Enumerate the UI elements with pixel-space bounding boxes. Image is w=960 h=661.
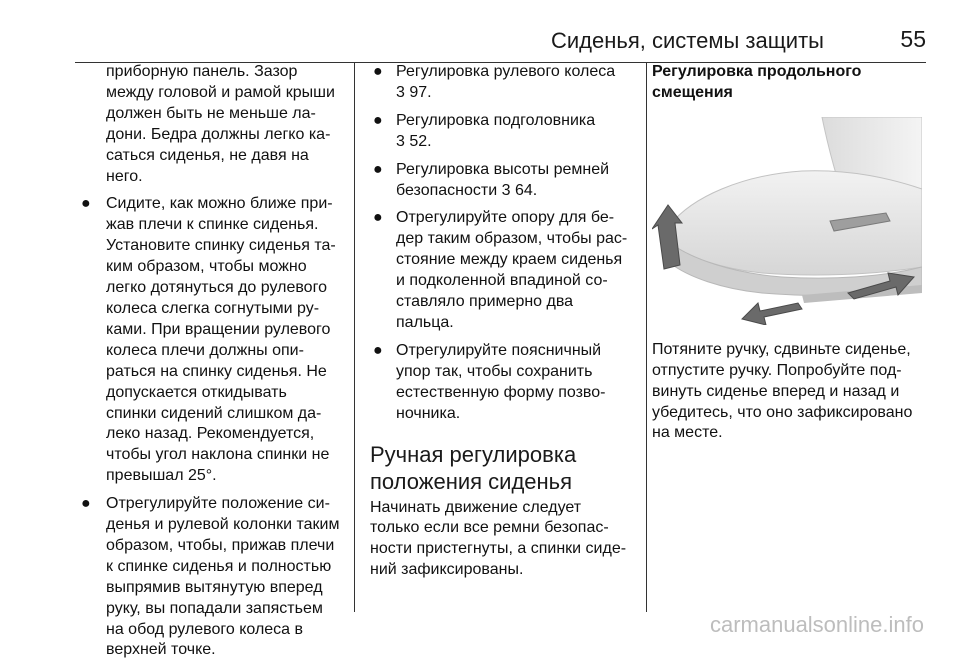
arrow-backward-icon xyxy=(742,303,802,325)
list-item: ● Отрегулируйте поясничный упор так, чтобы сохранить естественную форму позво- ночника. xyxy=(373,341,606,422)
list-item: ● Регулировка рулевого колеса 3 97. xyxy=(370,62,634,104)
column-3 xyxy=(652,62,928,444)
bullet-icon: ● xyxy=(373,341,383,359)
figure-caption: Потяните ручку, сдвиньте сиденье, отпустите ручку. Попробуйте под- винуть сиденье вперед и назад и убедитесь, что оно зафиксировано на месте. xyxy=(652,340,913,442)
page-number: 55 xyxy=(900,26,926,52)
column-2 xyxy=(370,62,634,581)
seat-illustration-svg xyxy=(652,117,922,325)
column-divider-2 xyxy=(646,62,647,612)
list-item: ● Отрегулируйте положение си- денья и рулевой колонки таким образом, чтобы, прижав плечи к спинке сиденья и полностью выпрямив вытянутую вперед руку, вы попадали запястьем на обод рулевого колеса в верхней точке. xyxy=(81,495,340,659)
body-text: Начинать движение следует только если все ремни безопас- ности пристегнуты, а спинки сиде- ний зафиксированы. xyxy=(370,498,627,579)
cross-reference[interactable]: 3 97. xyxy=(396,83,432,101)
bullet-icon: ● xyxy=(373,160,383,178)
bullet-icon: ● xyxy=(81,495,91,513)
list-item: ● Регулировка высоты ремней безопасности 3 64. xyxy=(370,160,634,202)
bullet-icon: ● xyxy=(373,63,383,80)
seat-cushion xyxy=(670,171,922,275)
bullet-icon: ● xyxy=(373,111,383,129)
list-item: ● Отрегулируйте опору для бе- дер таким образом, чтобы рас- стояние между краем сиденья и подколенной впадиной со- ставляло примерно два пальца. xyxy=(373,209,628,331)
bullet-icon: ● xyxy=(81,195,91,213)
cross-reference[interactable]: 3 52. xyxy=(396,132,432,150)
seat-adjustment-illustration xyxy=(652,117,922,325)
continuation-text: приборную панель. Зазор между головой и рамой крыши должен быть не меньше ла- дони. Бедра должны легко ка- саться сиденья, не давя на него. xyxy=(106,63,335,185)
section-heading: Ручная регулировка положения сиденья xyxy=(370,441,577,494)
section-title: Сиденья, системы защиты xyxy=(550,28,824,53)
list-item: ● Сидите, как можно ближе при- жав плечи к спинке сиденья. Установите спинку сиденья та- ким образом, чтобы можно легко дотянуться до рулевого колеса слегка согнутыми ру- ками. При вращении рулевого колеса плечи должны опи- раться на спинку сиденья. Не допускается откидывать спинки сидений слишком да- леко назад. Рекомендуется, чтобы угол наклона спинки не превышал 25°. xyxy=(81,195,336,485)
column-divider-1 xyxy=(354,62,355,612)
bullet-icon: ● xyxy=(373,209,383,227)
column-1 xyxy=(75,62,345,661)
page-header xyxy=(0,20,960,56)
cross-reference[interactable]: безопасности 3 64. xyxy=(396,181,538,199)
list-item: ● Регулировка подголовника 3 52. xyxy=(370,111,634,153)
subsection-heading: Регулировка продольного смещения xyxy=(652,63,862,101)
watermark-text: carmanualsonline.info xyxy=(709,612,924,637)
